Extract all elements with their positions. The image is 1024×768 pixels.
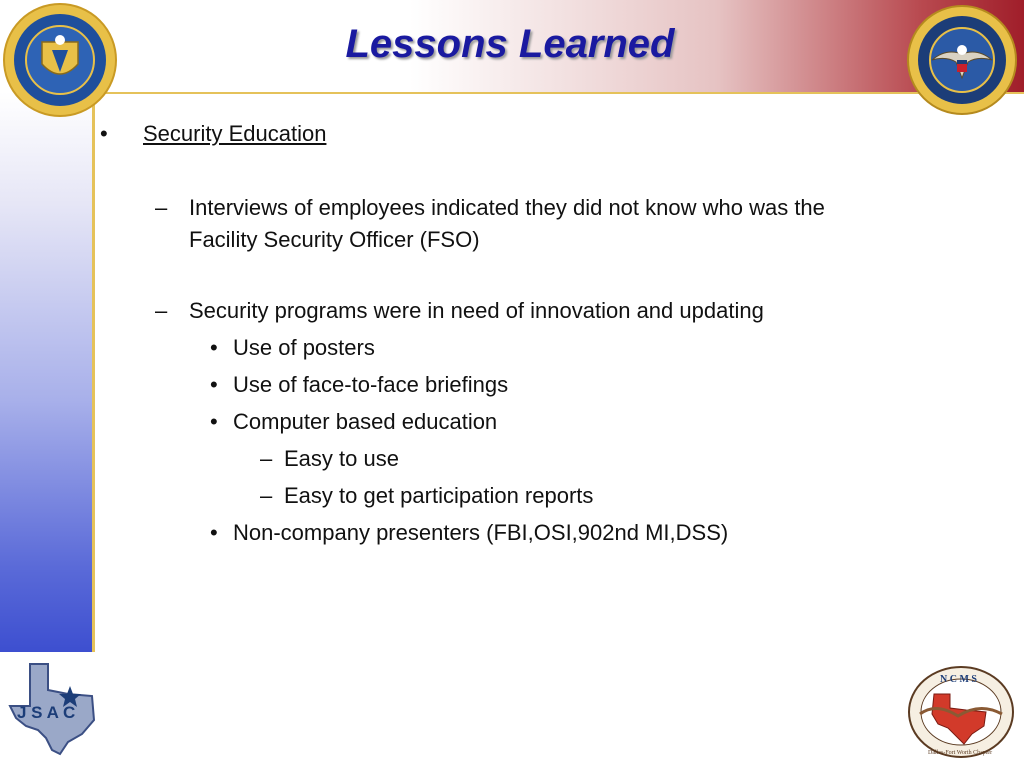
svg-text:Dallas-Fort Worth Chapter: Dallas-Fort Worth Chapter — [928, 750, 993, 756]
svg-text:J S A C: J S A C — [17, 703, 76, 722]
bullet-marker: • — [210, 409, 218, 434]
side-gradient-bar — [0, 92, 92, 652]
defense-security-service-seal-icon — [2, 2, 118, 118]
svg-text:N C M S: N C M S — [940, 674, 977, 685]
bullet-security-education: Security Education — [143, 121, 327, 146]
header-rule — [94, 92, 1024, 94]
list-item-computer-education: Computer based education — [233, 409, 498, 434]
subbullet-interviews-line2: Facility Security Officer (FSO) — [189, 227, 480, 252]
list-item-non-company-presenters: Non-company presenters (FBI,OSI,902nd MI,DSS) — [233, 520, 729, 545]
jsac-texas-logo-icon — [8, 660, 98, 756]
list-item-easy-to-use: Easy to use — [284, 446, 399, 471]
bullet-marker: • — [210, 335, 218, 360]
bullet-marker: • — [100, 121, 108, 146]
department-of-defense-seal-icon — [906, 4, 1018, 116]
bullet-marker: • — [210, 520, 218, 545]
list-item-participation-reports: Easy to get participation reports — [284, 483, 594, 508]
list-item-posters: Use of posters — [233, 335, 375, 360]
subbullet-interviews-line1: Interviews of employees indicated they did not know who was the — [189, 195, 825, 220]
dash-marker: – — [155, 195, 168, 220]
list-item-briefings: Use of face-to-face briefings — [233, 372, 509, 397]
dash-marker: – — [260, 446, 273, 471]
ncms-dallas-fort-worth-logo-icon — [906, 664, 1016, 760]
subbullet-security-programs: Security programs were in need of innovation and updating — [189, 298, 764, 323]
side-rule — [92, 92, 95, 652]
slide-title: Lessons Learned — [345, 22, 675, 66]
dash-marker: – — [260, 483, 273, 508]
dash-marker: – — [155, 298, 168, 323]
bullet-marker: • — [210, 372, 218, 397]
